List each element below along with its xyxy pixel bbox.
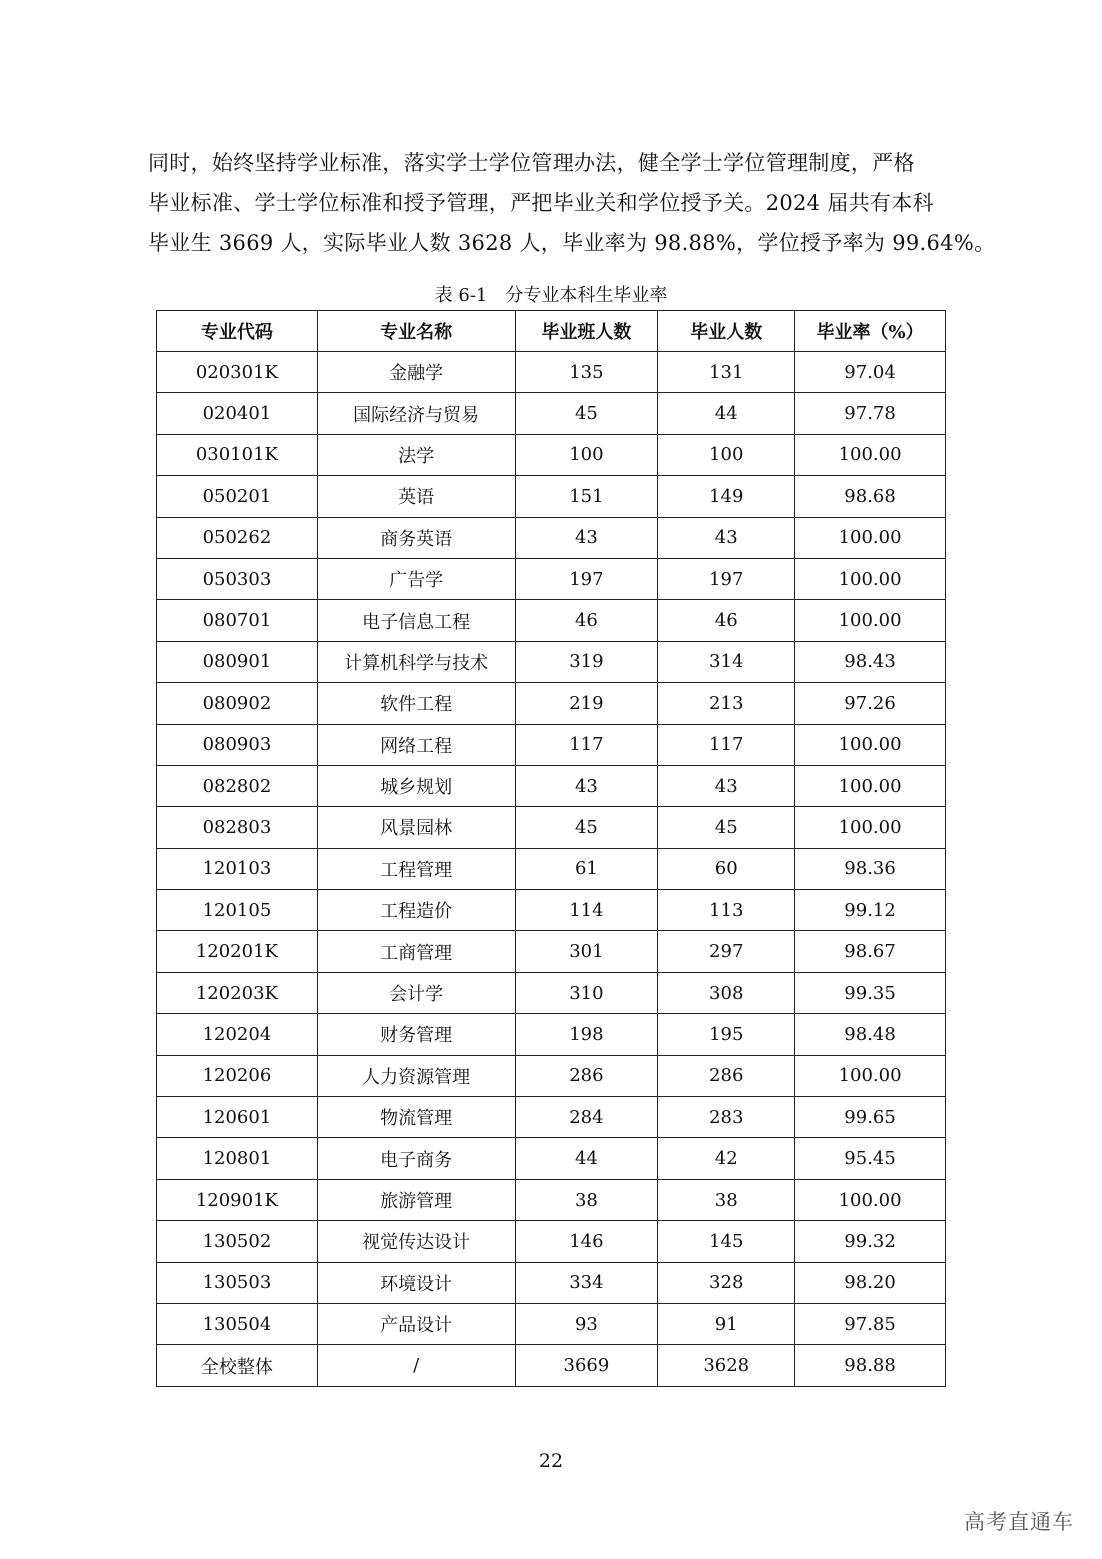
cell-major-name: 财务管理 bbox=[317, 1014, 515, 1055]
cell-class-size: 197 bbox=[515, 558, 658, 599]
table-row bbox=[157, 1055, 946, 1096]
cell-major-code: 120201K bbox=[157, 931, 318, 972]
cell-major-name: 风景园林 bbox=[317, 807, 515, 848]
table-row bbox=[157, 517, 946, 558]
cell-graduates: 213 bbox=[658, 683, 795, 724]
cell-graduates: 283 bbox=[658, 1097, 795, 1138]
cell-graduation-rate: 98.20 bbox=[795, 1262, 946, 1303]
cell-class-size: 100 bbox=[515, 434, 658, 475]
cell-major-name: 英语 bbox=[317, 476, 515, 517]
cell-major-code: 120204 bbox=[157, 1014, 318, 1055]
table-row bbox=[157, 972, 946, 1013]
cell-class-size: 198 bbox=[515, 1014, 658, 1055]
cell-major-name: / bbox=[317, 1345, 515, 1386]
table-row bbox=[157, 848, 946, 889]
cell-major-name: 电子商务 bbox=[317, 1138, 515, 1179]
cell-graduation-rate: 100.00 bbox=[795, 765, 946, 806]
cell-class-size: 219 bbox=[515, 683, 658, 724]
cell-major-name: 城乡规划 bbox=[317, 765, 515, 806]
cell-major-name: 视觉传达设计 bbox=[317, 1221, 515, 1262]
table-body bbox=[157, 352, 946, 1387]
cell-class-size: 284 bbox=[515, 1097, 658, 1138]
cell-class-size: 46 bbox=[515, 600, 658, 641]
cell-major-code: 120105 bbox=[157, 890, 318, 931]
cell-graduates: 44 bbox=[658, 393, 795, 434]
table-row bbox=[157, 1345, 946, 1386]
cell-major-code: 120203K bbox=[157, 972, 318, 1013]
cell-graduates: 91 bbox=[658, 1303, 795, 1344]
table-row bbox=[157, 1221, 946, 1262]
table-header-row bbox=[157, 311, 946, 352]
cell-major-code: 050303 bbox=[157, 558, 318, 599]
cell-graduates: 328 bbox=[658, 1262, 795, 1303]
table-caption: 表 6-1 分专业本科生毕业率 bbox=[434, 285, 668, 306]
table-row bbox=[157, 1097, 946, 1138]
cell-graduates: 197 bbox=[658, 558, 795, 599]
table-row bbox=[157, 558, 946, 599]
table-row bbox=[157, 683, 946, 724]
table-row bbox=[157, 1262, 946, 1303]
cell-major-code: 080901 bbox=[157, 641, 318, 682]
cell-graduation-rate: 99.65 bbox=[795, 1097, 946, 1138]
cell-major-name: 网络工程 bbox=[317, 724, 515, 765]
cell-major-name: 环境设计 bbox=[317, 1262, 515, 1303]
cell-graduates: 45 bbox=[658, 807, 795, 848]
watermark-logo-text: 高考直通车 bbox=[964, 1510, 1074, 1534]
cell-major-code: 050262 bbox=[157, 517, 318, 558]
cell-major-name: 计算机科学与技术 bbox=[317, 641, 515, 682]
cell-major-name: 会计学 bbox=[317, 972, 515, 1013]
cell-class-size: 38 bbox=[515, 1179, 658, 1220]
paragraph-line: 毕业标准、学士学位标准和授予管理，严把毕业关和学位授予关。2024 届共有本科 bbox=[148, 191, 934, 215]
cell-major-code: 020401 bbox=[157, 393, 318, 434]
cell-class-size: 310 bbox=[515, 972, 658, 1013]
table-row bbox=[157, 765, 946, 806]
cell-graduates: 131 bbox=[658, 352, 795, 393]
cell-graduates: 149 bbox=[658, 476, 795, 517]
cell-graduates: 100 bbox=[658, 434, 795, 475]
cell-class-size: 114 bbox=[515, 890, 658, 931]
cell-class-size: 43 bbox=[515, 517, 658, 558]
cell-major-name: 商务英语 bbox=[317, 517, 515, 558]
cell-graduates: 297 bbox=[658, 931, 795, 972]
cell-graduation-rate: 99.32 bbox=[795, 1221, 946, 1262]
cell-major-name: 人力资源管理 bbox=[317, 1055, 515, 1096]
table-row bbox=[157, 393, 946, 434]
table-row bbox=[157, 724, 946, 765]
table-row bbox=[157, 1303, 946, 1344]
cell-major-name: 广告学 bbox=[317, 558, 515, 599]
header-graduation-rate: 毕业率（%） bbox=[795, 311, 946, 352]
table-row bbox=[157, 931, 946, 972]
cell-graduates: 286 bbox=[658, 1055, 795, 1096]
cell-graduation-rate: 98.43 bbox=[795, 641, 946, 682]
cell-graduation-rate: 97.26 bbox=[795, 683, 946, 724]
cell-major-name: 产品设计 bbox=[317, 1303, 515, 1344]
cell-major-code: 130502 bbox=[157, 1221, 318, 1262]
cell-graduation-rate: 100.00 bbox=[795, 434, 946, 475]
cell-graduation-rate: 97.04 bbox=[795, 352, 946, 393]
cell-major-name: 物流管理 bbox=[317, 1097, 515, 1138]
cell-major-code: 120206 bbox=[157, 1055, 318, 1096]
header-major-code: 专业代码 bbox=[157, 311, 318, 352]
table-row bbox=[157, 890, 946, 931]
cell-class-size: 45 bbox=[515, 807, 658, 848]
cell-graduation-rate: 100.00 bbox=[795, 517, 946, 558]
cell-major-name: 工程管理 bbox=[317, 848, 515, 889]
cell-major-name: 软件工程 bbox=[317, 683, 515, 724]
cell-graduation-rate: 100.00 bbox=[795, 724, 946, 765]
cell-class-size: 319 bbox=[515, 641, 658, 682]
cell-major-name: 金融学 bbox=[317, 352, 515, 393]
cell-major-name: 旅游管理 bbox=[317, 1179, 515, 1220]
cell-graduation-rate: 98.48 bbox=[795, 1014, 946, 1055]
header-class-size: 毕业班人数 bbox=[515, 311, 658, 352]
cell-graduation-rate: 98.36 bbox=[795, 848, 946, 889]
cell-graduates: 38 bbox=[658, 1179, 795, 1220]
paragraph-line: 毕业生 3669 人，实际毕业人数 3628 人，毕业率为 98.88%，学位授予率为 99.64%。 bbox=[148, 231, 996, 255]
table-row bbox=[157, 476, 946, 517]
cell-graduation-rate: 100.00 bbox=[795, 558, 946, 599]
page-number: 22 bbox=[538, 1450, 564, 1472]
cell-class-size: 61 bbox=[515, 848, 658, 889]
cell-graduates: 308 bbox=[658, 972, 795, 1013]
cell-class-size: 334 bbox=[515, 1262, 658, 1303]
cell-graduation-rate: 97.85 bbox=[795, 1303, 946, 1344]
cell-graduation-rate: 100.00 bbox=[795, 1055, 946, 1096]
cell-graduation-rate: 98.88 bbox=[795, 1345, 946, 1386]
cell-major-name: 法学 bbox=[317, 434, 515, 475]
cell-graduates: 314 bbox=[658, 641, 795, 682]
cell-graduates: 42 bbox=[658, 1138, 795, 1179]
cell-major-code: 050201 bbox=[157, 476, 318, 517]
cell-class-size: 93 bbox=[515, 1303, 658, 1344]
cell-major-name: 工商管理 bbox=[317, 931, 515, 972]
cell-graduates: 3628 bbox=[658, 1345, 795, 1386]
cell-graduates: 46 bbox=[658, 600, 795, 641]
table-row bbox=[157, 1138, 946, 1179]
cell-graduation-rate: 99.12 bbox=[795, 890, 946, 931]
cell-graduation-rate: 100.00 bbox=[795, 807, 946, 848]
cell-graduates: 43 bbox=[658, 765, 795, 806]
cell-major-code: 080903 bbox=[157, 724, 318, 765]
cell-class-size: 44 bbox=[515, 1138, 658, 1179]
cell-major-code: 120103 bbox=[157, 848, 318, 889]
body-paragraph bbox=[148, 143, 996, 263]
cell-major-code: 全校整体 bbox=[157, 1345, 318, 1386]
cell-class-size: 151 bbox=[515, 476, 658, 517]
table-row bbox=[157, 600, 946, 641]
cell-class-size: 135 bbox=[515, 352, 658, 393]
cell-major-code: 120601 bbox=[157, 1097, 318, 1138]
paragraph-line: 同时，始终坚持学业标准，落实学士学位管理办法，健全学士学位管理制度，严格 bbox=[148, 151, 915, 175]
cell-graduates: 117 bbox=[658, 724, 795, 765]
table-row bbox=[157, 1014, 946, 1055]
cell-class-size: 43 bbox=[515, 765, 658, 806]
graduation-rate-table bbox=[156, 310, 946, 1387]
cell-class-size: 45 bbox=[515, 393, 658, 434]
cell-major-code: 080902 bbox=[157, 683, 318, 724]
cell-major-code: 082802 bbox=[157, 765, 318, 806]
cell-major-code: 130504 bbox=[157, 1303, 318, 1344]
cell-major-code: 120901K bbox=[157, 1179, 318, 1220]
cell-graduation-rate: 98.68 bbox=[795, 476, 946, 517]
cell-graduation-rate: 95.45 bbox=[795, 1138, 946, 1179]
header-graduates: 毕业人数 bbox=[658, 311, 795, 352]
table-row bbox=[157, 434, 946, 475]
cell-class-size: 3669 bbox=[515, 1345, 658, 1386]
cell-graduates: 195 bbox=[658, 1014, 795, 1055]
table-row bbox=[157, 352, 946, 393]
cell-major-name: 电子信息工程 bbox=[317, 600, 515, 641]
cell-graduation-rate: 100.00 bbox=[795, 1179, 946, 1220]
cell-graduates: 43 bbox=[658, 517, 795, 558]
cell-class-size: 286 bbox=[515, 1055, 658, 1096]
cell-class-size: 117 bbox=[515, 724, 658, 765]
table-row bbox=[157, 641, 946, 682]
cell-major-code: 020301K bbox=[157, 352, 318, 393]
header-major-name: 专业名称 bbox=[317, 311, 515, 352]
cell-graduation-rate: 99.35 bbox=[795, 972, 946, 1013]
cell-graduates: 145 bbox=[658, 1221, 795, 1262]
cell-graduates: 113 bbox=[658, 890, 795, 931]
cell-major-code: 130503 bbox=[157, 1262, 318, 1303]
table-row bbox=[157, 1179, 946, 1220]
cell-class-size: 301 bbox=[515, 931, 658, 972]
cell-graduation-rate: 100.00 bbox=[795, 600, 946, 641]
cell-major-code: 082803 bbox=[157, 807, 318, 848]
cell-major-code: 080701 bbox=[157, 600, 318, 641]
cell-major-name: 工程造价 bbox=[317, 890, 515, 931]
cell-graduation-rate: 97.78 bbox=[795, 393, 946, 434]
table-row bbox=[157, 807, 946, 848]
cell-graduates: 60 bbox=[658, 848, 795, 889]
cell-major-code: 030101K bbox=[157, 434, 318, 475]
cell-major-code: 120801 bbox=[157, 1138, 318, 1179]
cell-graduation-rate: 98.67 bbox=[795, 931, 946, 972]
cell-class-size: 146 bbox=[515, 1221, 658, 1262]
cell-major-name: 国际经济与贸易 bbox=[317, 393, 515, 434]
